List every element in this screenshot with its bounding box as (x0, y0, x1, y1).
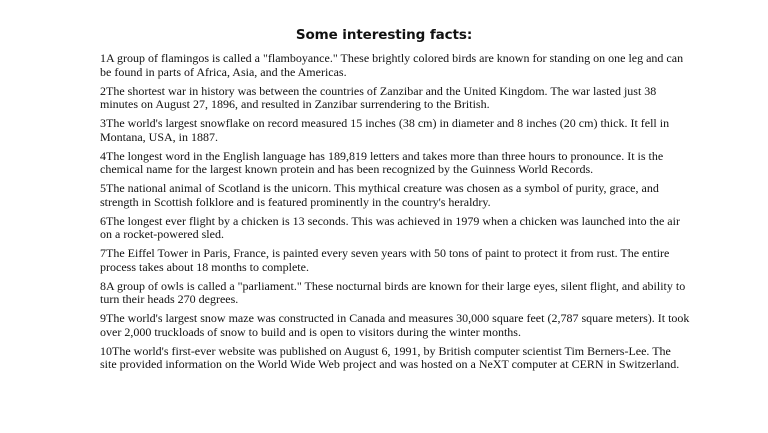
fact-number: 9 (100, 311, 106, 325)
fact-text: The longest ever flight by a chicken is 13 seconds. This was achieved in 1979 when a chicken was launched into the air on a rocket-powered sled. (100, 213, 680, 241)
fact-number: 2 (100, 83, 106, 98)
fact-item-10 (100, 345, 690, 372)
fact-number: 10 (100, 343, 112, 358)
fact-text: The world's largest snow maze was constructed in Canada and measures 30,000 square feet (2,787 square meters). It took over 2,000 truckloads of snow to build and is open to visitors during the winter months. (100, 311, 690, 339)
fact-item-5 (100, 182, 690, 209)
fact-item-7 (100, 247, 690, 274)
fact-text: The longest word in the English language has 189,819 letters and takes more than three hours to pronounce. It is the chemical name for the largest known protein and has been recognized by the Guinness World Records. (100, 148, 664, 176)
fact-item-2 (100, 85, 690, 112)
page-title: Some interesting facts: (295, 27, 473, 43)
fact-number: 7 (100, 246, 106, 260)
fact-text: The national animal of Scotland is the unicorn. This mythical creature was chosen as a symbol of purity, grace, and strength in Scottish folklore and is featured prominently in the country's heraldry. (100, 181, 659, 209)
fact-text: The shortest war in history was between the countries of Zanzibar and the United Kingdom. The war lasted just 38 minutes on August 27, 1896, and resulted in Zanzibar surrendering to the British. (100, 83, 657, 111)
fact-number: 3 (100, 116, 106, 130)
fact-text: The world's largest snowflake on record measured 15 inches (38 cm) in diameter and 8 inches (20 cm) thick. It fell in Montana, USA, in 1887. (100, 116, 670, 144)
facts-list (100, 52, 690, 377)
fact-item-1 (100, 52, 690, 79)
fact-item-4 (100, 150, 690, 177)
fact-text: A group of owls is called a "parliament." These nocturnal birds are known for their large eyes, silent flight, and ability to turn their heads 270 degrees. (100, 278, 686, 306)
fact-item-3 (100, 117, 690, 144)
fact-text: The world's first-ever website was published on August 6, 1991, by British computer scientist Tim Berners-Lee. The site provided information on the World Wide Web project and was hosted on a NeXT computer at CERN in Switzerland. (100, 343, 680, 371)
fact-item-9 (100, 312, 690, 339)
fact-item-8 (100, 280, 690, 307)
fact-number: 8 (100, 278, 106, 293)
fact-item-6 (100, 215, 690, 242)
fact-number: 1 (100, 51, 106, 65)
fact-number: 4 (100, 148, 106, 163)
fact-number: 5 (100, 181, 106, 195)
fact-number: 6 (100, 213, 106, 228)
fact-text: The Eiffel Tower in Paris, France, is painted every seven years with 50 tons of paint to protect it from rust. The entire process takes about 18 months to complete. (100, 246, 670, 274)
fact-text: A group of flamingos is called a "flamboyance." These brightly colored birds are known for standing on one leg and can be found in parts of Africa, Asia, and the Americas. (100, 51, 684, 79)
